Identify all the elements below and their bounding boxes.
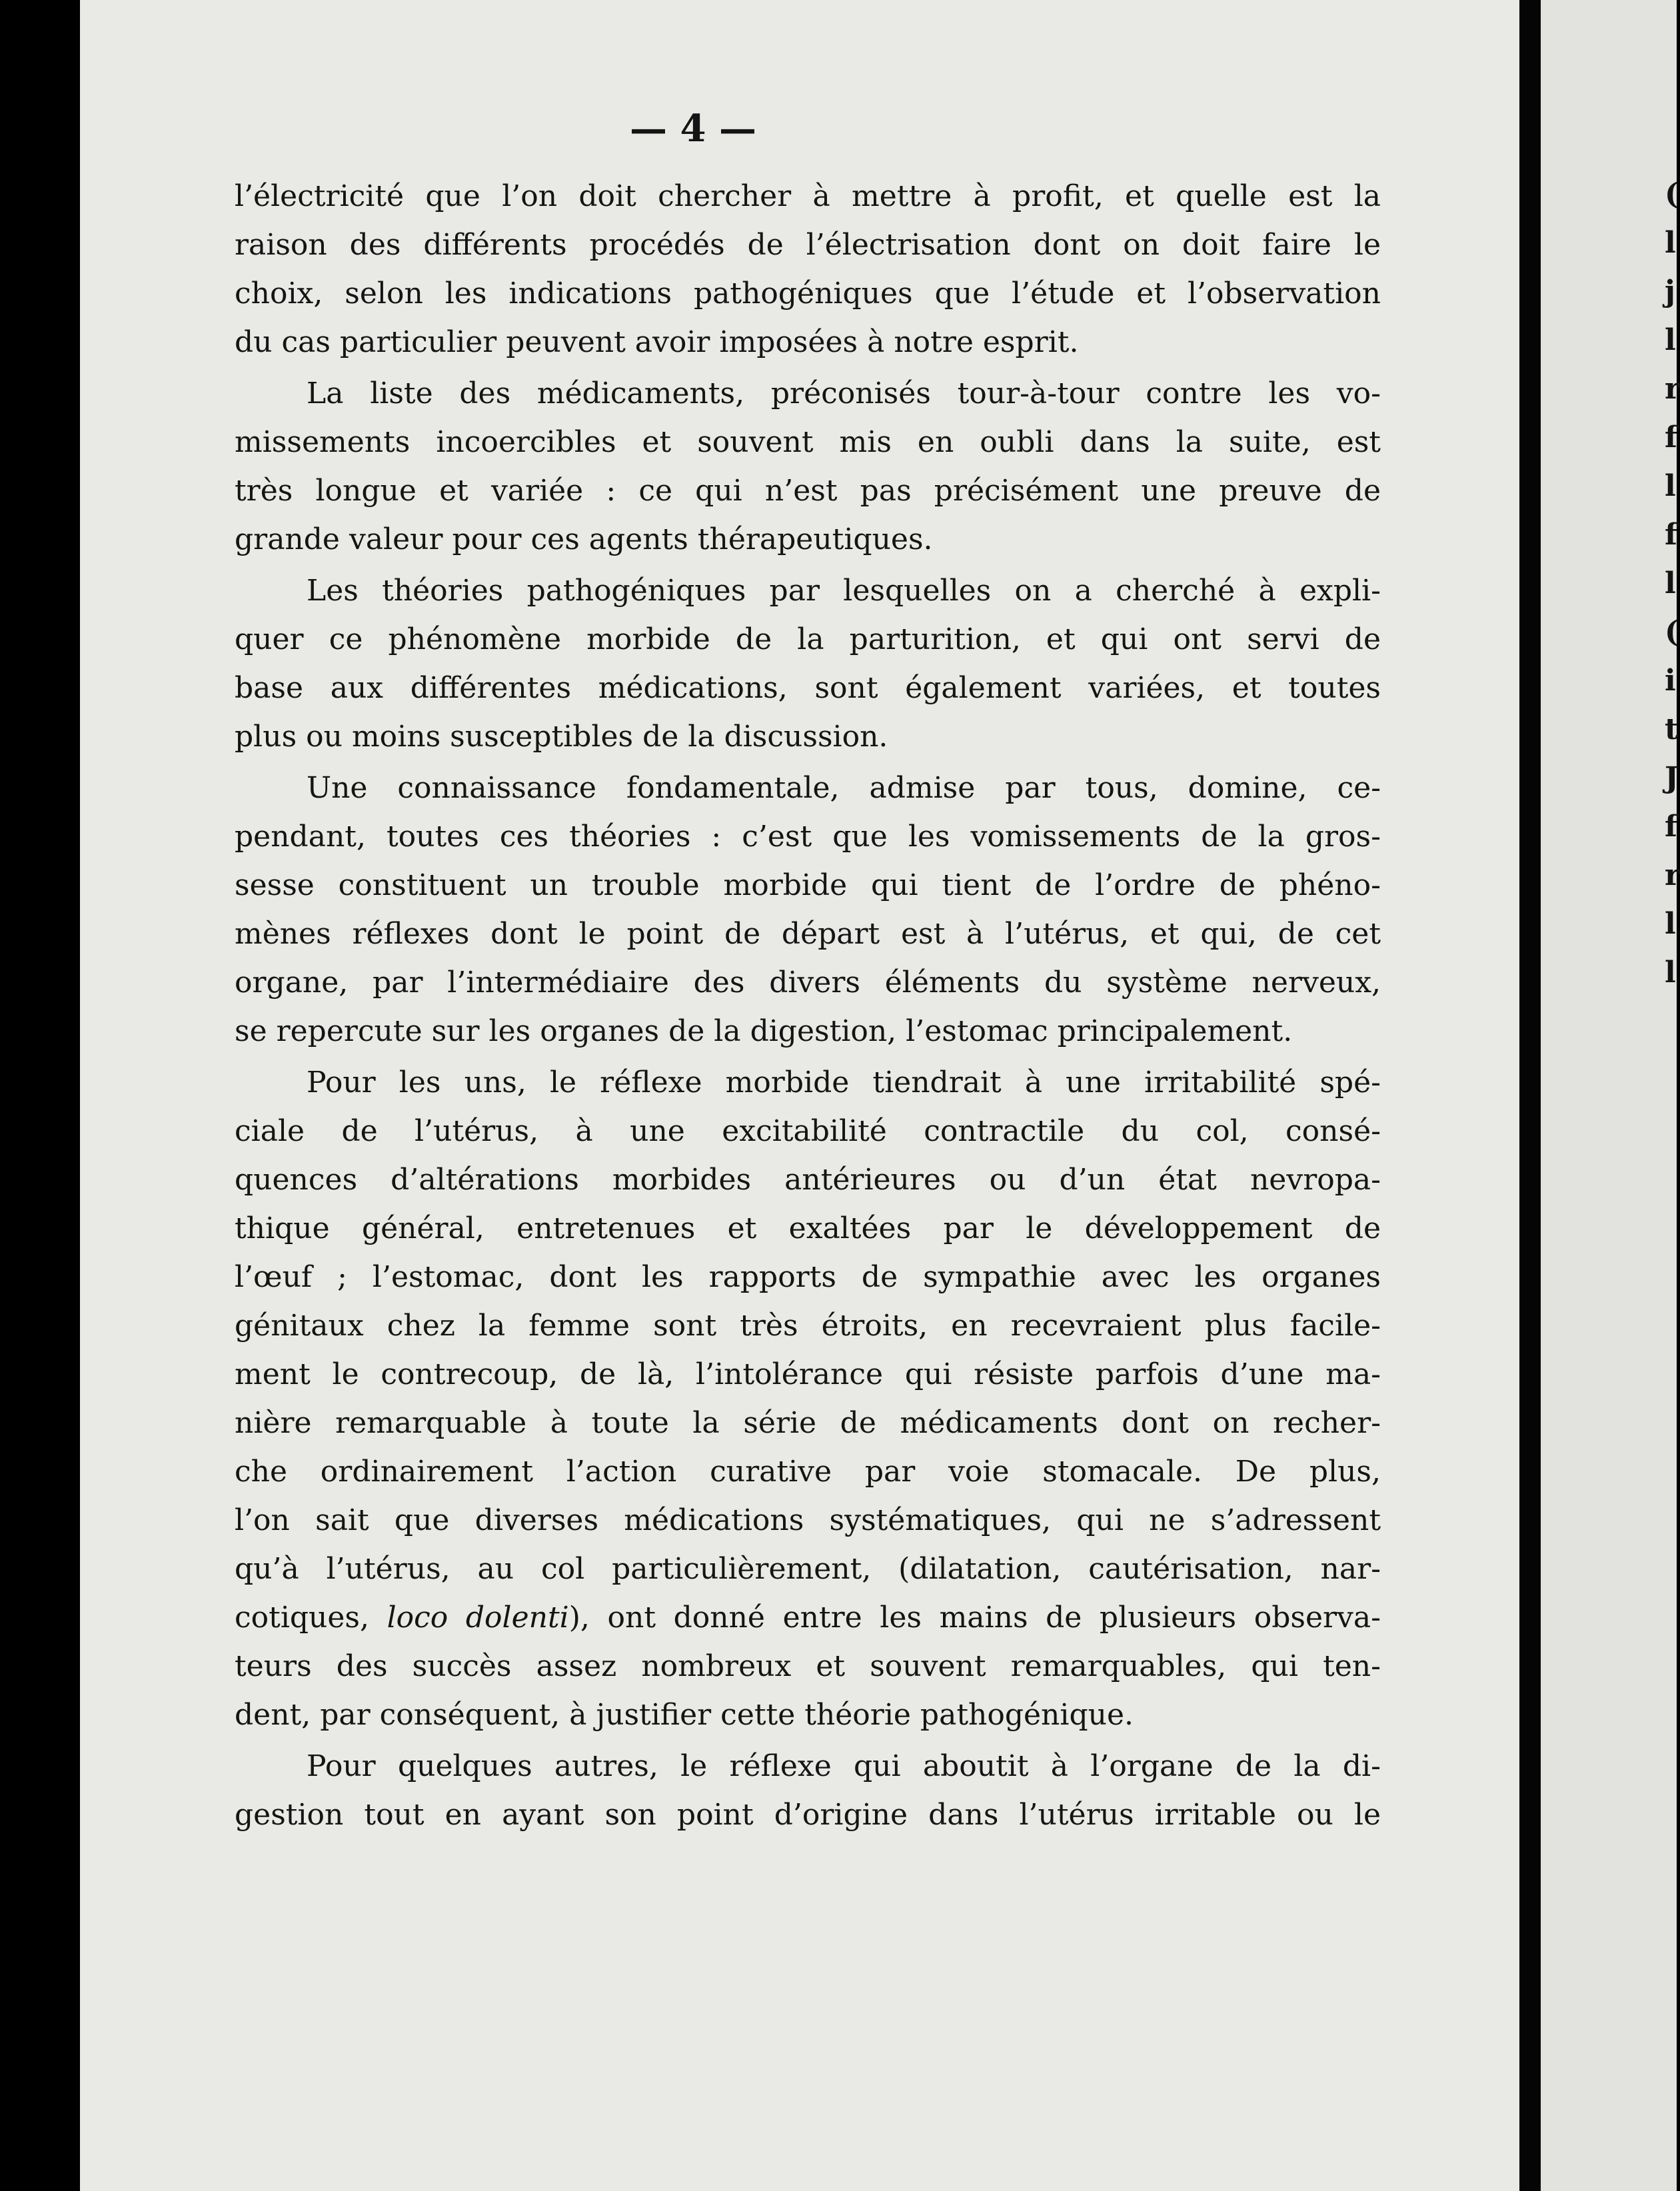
text-line: pendant, toutes ces théories : c’est que les vomissements de la gros- xyxy=(235,820,1381,854)
text-line: quences d’altérations morbides antérieures ou d’un état nevropa- xyxy=(235,1163,1381,1197)
body-text xyxy=(235,172,1381,1839)
text-line: che ordinairement l’action curative par voie stomacale. De plus, xyxy=(235,1455,1381,1489)
facing-page-letter: r xyxy=(1665,372,1680,406)
facing-page-letter: l xyxy=(1665,907,1676,941)
text-line: missements incoercibles et souvent mis en oubli dans la suite, est xyxy=(235,425,1381,459)
page-number: — 4 — xyxy=(630,107,756,151)
text-line: du cas particulier peuvent avoir imposées à notre esprit. xyxy=(235,325,1079,359)
text-line: plus ou moins susceptibles de la discussion. xyxy=(235,720,888,754)
text-line: Pour les uns, le réflexe morbide tiendrait à une irritabilité spé- xyxy=(307,1066,1381,1099)
text-line: ciale de l’utérus, à une excitabilité contractile du col, consé- xyxy=(235,1114,1381,1148)
facing-page-letter: l xyxy=(1665,469,1676,503)
text-run: ), ont donné entre les mains de plusieurs observa- xyxy=(568,1601,1381,1635)
facing-page-letter: r xyxy=(1665,858,1680,892)
facing-page-letter: f xyxy=(1665,518,1677,552)
italic-text: loco dolenti xyxy=(387,1601,569,1635)
text-line: se repercute sur les organes de la digestion, l’estomac principalement. xyxy=(235,1014,1293,1048)
text-line: teurs des succès assez nombreux et souvent remarquables, qui ten- xyxy=(235,1649,1381,1683)
text-line: génitaux chez la femme sont très étroits, en recevraient plus facile- xyxy=(235,1309,1381,1343)
facing-page-letter: t xyxy=(1665,712,1679,746)
text-line: choix, selon les indications pathogéniques que l’étude et l’observation xyxy=(235,277,1381,311)
text-line: l’électricité que l’on doit chercher à mettre à profit, et quelle est la xyxy=(235,179,1381,213)
text-line: dent, par conséquent, à justifier cette théorie pathogénique. xyxy=(235,1698,1134,1732)
text-line: raison des différents procédés de l’électrisation dont on doit faire le xyxy=(235,228,1381,262)
page-gutter xyxy=(1519,0,1541,2191)
text-line: très longue et variée : ce qui n’est pas précisément une preuve de xyxy=(235,474,1381,508)
text-line: sesse constituent un trouble morbide qui tient de l’ordre de phéno- xyxy=(235,868,1381,902)
text-line: ment le contrecoup, de là, l’intolérance qui résiste parfois d’une ma- xyxy=(235,1357,1381,1391)
text-line: quer ce phénomène morbide de la parturition, et qui ont servi de xyxy=(235,622,1381,656)
facing-page-letter: f xyxy=(1665,420,1677,454)
text-line: grande valeur pour ces agents thérapeutiques. xyxy=(235,522,933,556)
text-line: Pour quelques autres, le réflexe qui aboutit à l’organe de la di- xyxy=(307,1749,1381,1783)
text-run: cotiques, xyxy=(235,1601,387,1635)
facing-page-letter: J xyxy=(1665,761,1679,795)
facing-page-letter: l xyxy=(1665,226,1676,260)
text-line: gestion tout en ayant son point d’origine dans l’utérus irritable ou le xyxy=(235,1798,1381,1832)
text-line: organe, par l’intermédiaire des divers éléments du système nerveux, xyxy=(235,966,1381,1000)
text-line: mènes réflexes dont le point de départ est à l’utérus, et qui, de cet xyxy=(235,917,1381,951)
text-line: thique général, entretenues et exaltées par le développement de xyxy=(235,1211,1381,1245)
facing-page-letter: ( xyxy=(1665,177,1679,211)
facing-page-letter: i xyxy=(1665,664,1676,698)
facing-page-edge xyxy=(1541,0,1677,2191)
text-line: qu’à l’utérus, au col particulièrement, (dilatation, cautérisation, nar- xyxy=(235,1552,1381,1586)
text-line: l’on sait que diverses médications systématiques, qui ne s’adressent xyxy=(235,1503,1381,1537)
text-line: base aux différentes médications, sont également variées, et toutes xyxy=(235,671,1381,705)
text-line: Une connaissance fondamentale, admise par tous, domine, ce- xyxy=(307,771,1381,805)
text-line xyxy=(235,1593,1381,1642)
facing-page-letter: f xyxy=(1665,810,1677,844)
facing-page-letter: ( xyxy=(1665,615,1679,649)
text-line: Les théories pathogéniques par lesquelles on a cherché à expli- xyxy=(307,574,1381,608)
facing-page-letter: l xyxy=(1665,323,1676,357)
facing-page-letter: j xyxy=(1665,275,1675,309)
text-line: nière remarquable à toute la série de médicaments dont on recher- xyxy=(235,1406,1381,1440)
facing-page-letter: l xyxy=(1665,956,1676,990)
text-line: La liste des médicaments, préconisés tour-à-tour contre les vo- xyxy=(307,376,1381,410)
facing-page-letter: l xyxy=(1665,566,1676,600)
text-line: l’œuf ; l’estomac, dont les rapports de sympathie avec les organes xyxy=(235,1260,1381,1294)
